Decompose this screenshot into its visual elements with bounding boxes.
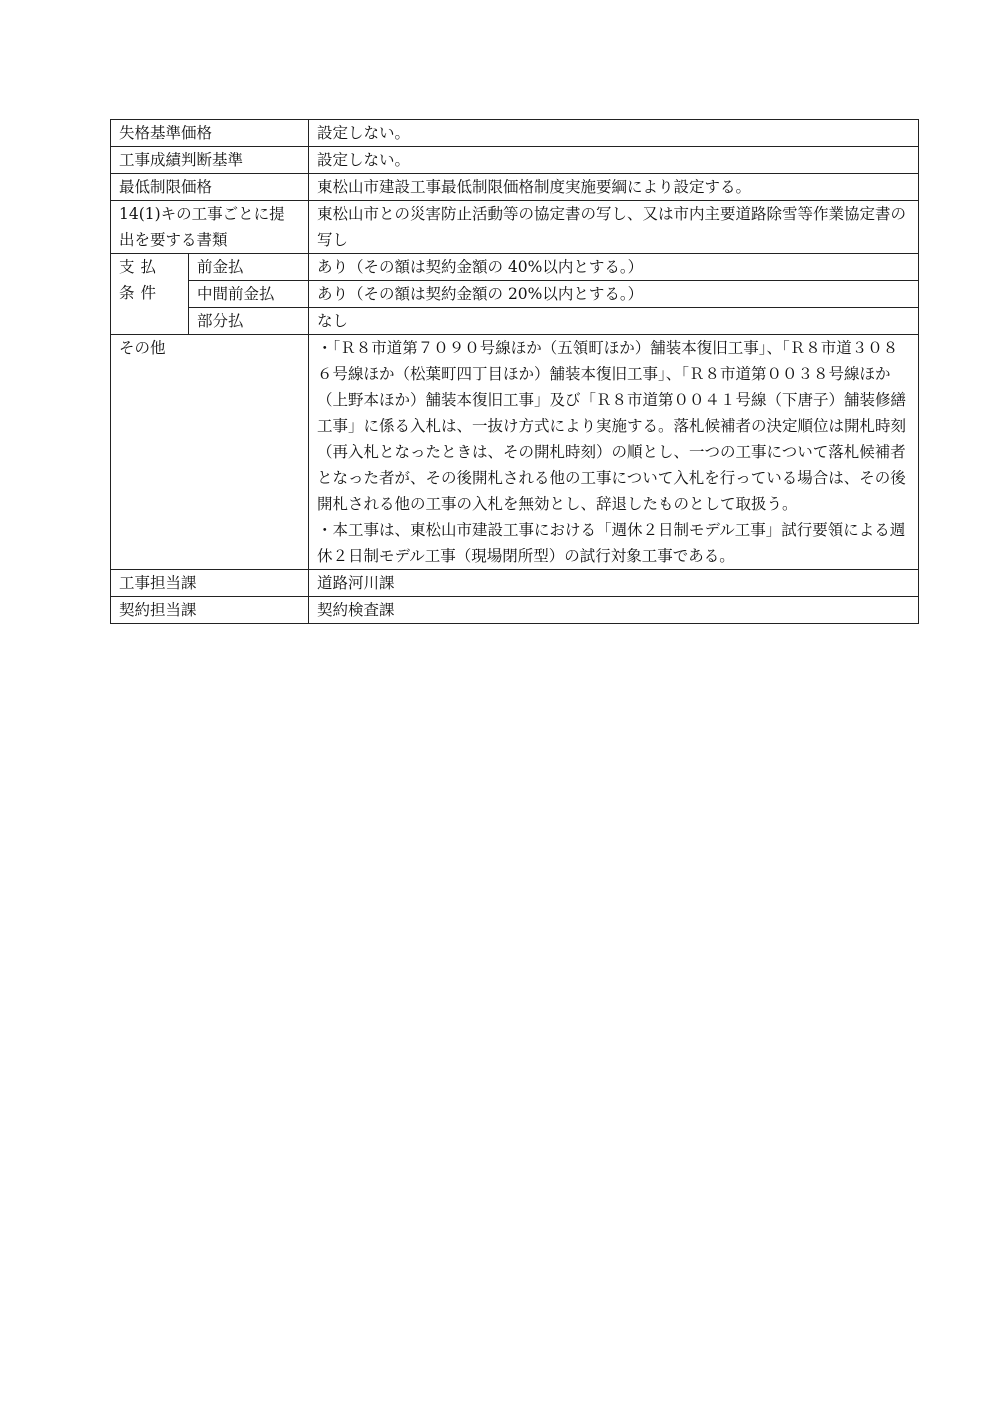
payment-item-label: 前金払 [189, 254, 309, 281]
row-value: 東松山市建設工事最低制限価格制度実施要綱により設定する。 [309, 174, 919, 201]
row-minimum-price [111, 174, 919, 201]
payment-item-value: あり（その額は契約金額の 20%以内とする。） [309, 281, 919, 308]
row-other [111, 335, 919, 570]
row-contract-department [111, 597, 919, 624]
row-value: 道路河川課 [309, 570, 919, 597]
row-payment-interim-advance [111, 281, 919, 308]
payment-item-label: 部分払 [189, 308, 309, 335]
row-required-documents [111, 201, 919, 254]
row-construction-department [111, 570, 919, 597]
row-label: 14(1)キの工事ごとに提出を要する書類 [111, 201, 309, 254]
payment-item-value: なし [309, 308, 919, 335]
row-label: 契約担当課 [111, 597, 309, 624]
row-disqualification-price [111, 120, 919, 147]
payment-item-label: 中間前金払 [189, 281, 309, 308]
row-payment-advance [111, 254, 919, 281]
row-label: 失格基準価格 [111, 120, 309, 147]
payment-conditions-label: 支払条件 [111, 254, 189, 335]
row-performance-criteria [111, 147, 919, 174]
other-note-two-day-weekend-model: ・本工事は、東松山市建設工事における「週休２日制モデル工事」試行要領による週休２日制モデル工事（現場閉所型）の試行対象工事である。 [317, 521, 906, 565]
payment-item-value: あり（その額は契約金額の 40%以内とする。） [309, 254, 919, 281]
row-value: 設定しない。 [309, 120, 919, 147]
row-payment-partial [111, 308, 919, 335]
row-value: 東松山市との災害防止活動等の協定書の写し、又は市内主要道路除雪等作業協定書の写し [309, 201, 919, 254]
row-label: 工事担当課 [111, 570, 309, 597]
row-value: 設定しない。 [309, 147, 919, 174]
other-notes [309, 335, 919, 570]
row-label: 最低制限価格 [111, 174, 309, 201]
bid-conditions-table [110, 119, 919, 624]
row-label: その他 [111, 335, 309, 570]
row-label: 工事成績判断基準 [111, 147, 309, 174]
row-value: 契約検査課 [309, 597, 919, 624]
other-note-one-round-bidding: ・「Ｒ８市道第７０９０号線ほか（五領町ほか）舗装本復旧工事」、「Ｒ８市道３０８６号線ほか（松葉町四丁目ほか）舗装本復旧工事」、「Ｒ８市道第００３８号線ほか（上野本ほか）舗装本復旧工事」及び「Ｒ８市道第００４１号線（下唐子）舗装修繕工事」に係る入札は、一抜け方式により実施する。落札候補者の決定順位は開札時刻（再入札となったときは、その開札時刻）の順とし、一つの工事について落札候補者となった者が、その後開札される他の工事について入札を行っている場合は、その後開札される他の工事の入札を無効とし、辞退したものとして取扱う。 [317, 339, 907, 513]
